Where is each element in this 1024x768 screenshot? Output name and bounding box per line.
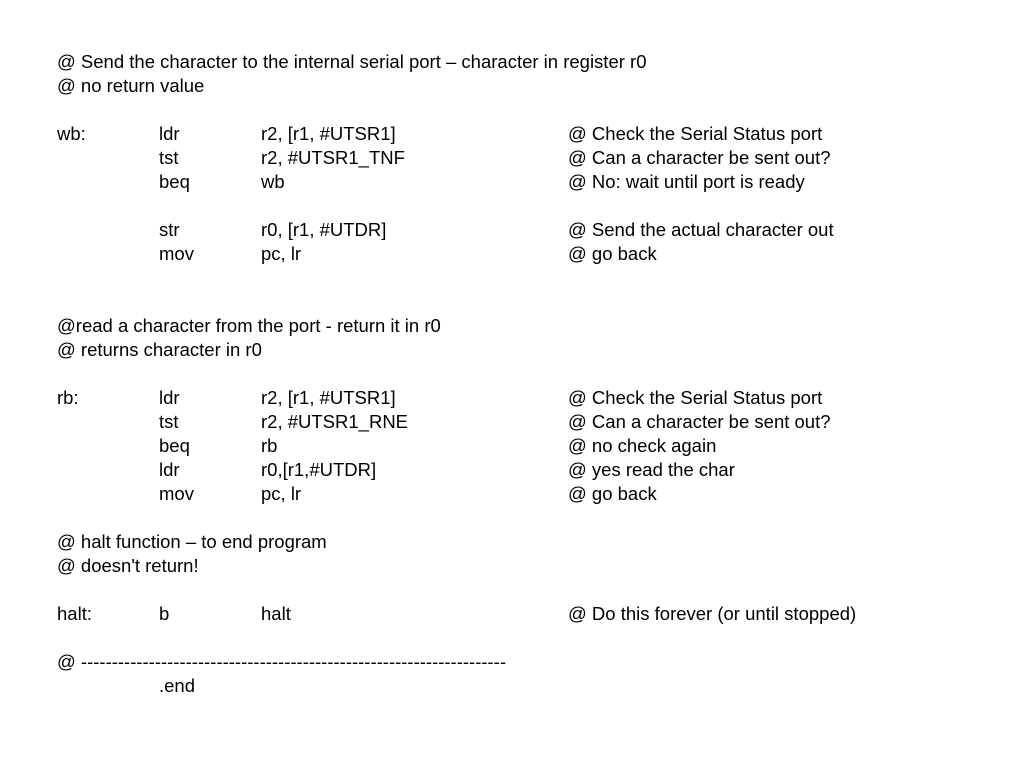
code-label: halt:: [57, 603, 92, 624]
instruction-operands: r2, [r1, #UTSR1]: [261, 387, 396, 408]
instruction-mnemonic: beq: [159, 435, 190, 456]
inline-comment: @ yes read the char: [568, 459, 735, 480]
instruction-mnemonic: .end: [159, 675, 196, 696]
comment-text: @ no return value: [57, 75, 205, 96]
inline-comment: @ No: wait until port is ready: [568, 171, 805, 192]
instruction-operands: r2, [r1, #UTSR1]: [261, 123, 396, 144]
code-line: [57, 482, 997, 506]
code-line: [57, 458, 997, 482]
instruction-mnemonic: ldr: [159, 387, 180, 408]
code-line: [57, 218, 997, 242]
comment-text: @ returns character in r0: [57, 339, 262, 360]
inline-comment: @ Check the Serial Status port: [568, 387, 823, 408]
blank-line: [57, 362, 997, 386]
code-line: [57, 242, 997, 266]
blank-line: [57, 266, 997, 290]
inline-comment: @ no check again: [568, 435, 717, 456]
code-line: [57, 602, 997, 626]
instruction-operands: pc, lr: [261, 243, 302, 264]
blank-line: [57, 626, 997, 650]
blank-line: [57, 98, 997, 122]
inline-comment: @ go back: [568, 483, 657, 504]
code-label: rb:: [57, 387, 79, 408]
code-line: [57, 170, 997, 194]
code-label: wb:: [57, 123, 86, 144]
instruction-mnemonic: mov: [159, 483, 194, 504]
instruction-mnemonic: mov: [159, 243, 194, 264]
instruction-operands: rb: [261, 435, 278, 456]
comment-line: [57, 314, 997, 338]
comment-text: @ doesn't return!: [57, 555, 199, 576]
comment-text: @ halt function – to end program: [57, 531, 327, 552]
comment-text: @ ---------------------------------------------------------------------: [57, 651, 507, 672]
instruction-operands: r0, [r1, #UTDR]: [261, 219, 387, 240]
comment-line: [57, 338, 997, 362]
blank-line: [57, 290, 997, 314]
inline-comment: @ Check the Serial Status port: [568, 123, 823, 144]
instruction-operands: r2, #UTSR1_TNF: [261, 147, 405, 168]
code-line: [57, 674, 997, 698]
comment-line: [57, 74, 997, 98]
code-line: [57, 146, 997, 170]
inline-comment: @ Send the actual character out: [568, 219, 834, 240]
blank-line: [57, 194, 997, 218]
inline-comment: @ Can a character be sent out?: [568, 411, 831, 432]
instruction-mnemonic: tst: [159, 411, 179, 432]
comment-line: [57, 50, 997, 74]
instruction-mnemonic: beq: [159, 171, 190, 192]
instruction-operands: halt: [261, 603, 291, 624]
comment-text: @read a character from the port - return it in r0: [57, 315, 441, 336]
instruction-operands: wb: [261, 171, 285, 192]
instruction-operands: r0,[r1,#UTDR]: [261, 459, 377, 480]
code-line: [57, 434, 997, 458]
instruction-mnemonic: ldr: [159, 459, 180, 480]
instruction-mnemonic: str: [159, 219, 180, 240]
instruction-mnemonic: tst: [159, 147, 179, 168]
inline-comment: @ go back: [568, 243, 657, 264]
inline-comment: @ Can a character be sent out?: [568, 147, 831, 168]
instruction-mnemonic: b: [159, 603, 170, 624]
code-line: [57, 122, 997, 146]
comment-line: [57, 530, 997, 554]
code-line: [57, 410, 997, 434]
instruction-mnemonic: ldr: [159, 123, 180, 144]
assembly-listing: [57, 50, 997, 698]
inline-comment: @ Do this forever (or until stopped): [568, 603, 857, 624]
comment-text: @ Send the character to the internal serial port – character in register r0: [57, 51, 647, 72]
instruction-operands: pc, lr: [261, 483, 302, 504]
code-line: [57, 386, 997, 410]
blank-line: [57, 506, 997, 530]
instruction-operands: r2, #UTSR1_RNE: [261, 411, 409, 432]
blank-line: [57, 578, 997, 602]
comment-line: [57, 554, 997, 578]
comment-line: [57, 650, 997, 674]
